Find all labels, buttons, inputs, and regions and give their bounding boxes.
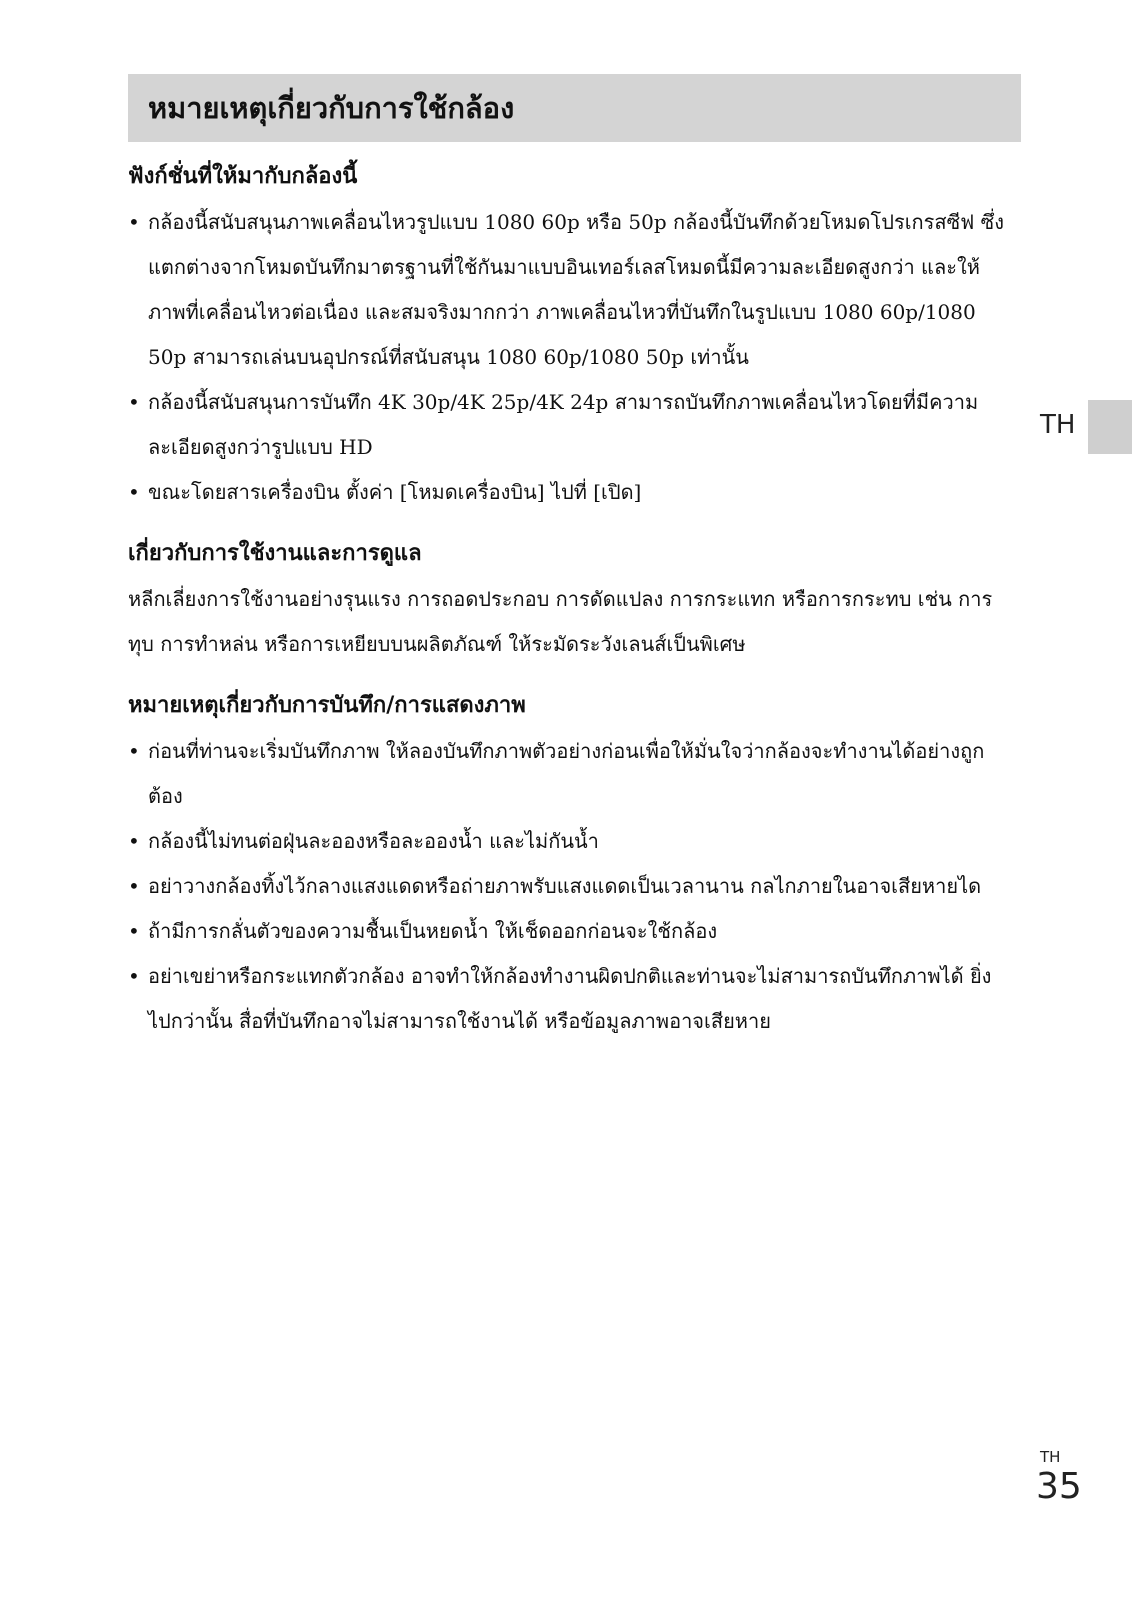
section-heading: เกี่ยวกับการใช้งานและการดูแล xyxy=(128,541,422,566)
page-number: 35 xyxy=(1036,1466,1082,1507)
list-item: • ขณะโดยสารเครื่องบิน ตั้งค่า [โหมดเครื่องบิน] ไปที่ [เปิด] xyxy=(128,470,1008,515)
section-recording-notes xyxy=(128,689,1008,1044)
bullet-icon: • xyxy=(128,829,140,853)
list-item: • ก่อนที่ท่านจะเริ่มบันทึกภาพ ให้ลองบันทึกภาพตัวอย่างก่อนเพื่อให้มั่นใจว่ากล้องจะทำงานได้อย่างถูกต้อง xyxy=(128,729,1008,819)
list-item: • กล้องนี้สนับสนุนภาพเคลื่อนไหวรูปแบบ 1080 60p หรือ 50p กล้องนี้บันทึกด้วยโหมดโปรเกรสซีฟ ซึ่งแตกต่างจากโหมดบันทึกมาตรฐานที่ใช้กันมาแบบอินเทอร์เลสโหมดนี้มีความละเอียดสูงกว่า และให้ภาพที่เคลื่อนไหวต่อเนื่อง และสมจริงมากกว่า ภาพเคลื่อนไหวที่บันทึกในรูปแบบ 1080 60p/1080 50p สามารถเล่นบนอุปกรณ์ที่สนับสนุน 1080 60p/1080 50p เท่านั้น xyxy=(128,200,1008,380)
bullet-icon: • xyxy=(128,739,140,763)
bullet-list xyxy=(128,200,1008,515)
footer-language: TH xyxy=(1040,1448,1061,1466)
section-use-and-care xyxy=(128,537,1008,667)
bullet-icon: • xyxy=(128,874,140,898)
bullet-icon: • xyxy=(128,210,140,234)
bullet-icon: • xyxy=(128,480,140,504)
page-title: หมายเหตุเกี่ยวกับการใช้กล้อง xyxy=(148,91,515,125)
bullet-icon: • xyxy=(128,919,140,943)
list-item: • กล้องนี้ไม่ทนต่อฝุ่นละอองหรือละอองน้ำ และไม่กันน้ำ xyxy=(128,819,1008,864)
section-camera-functions xyxy=(128,160,1008,515)
page-content xyxy=(128,160,1008,1066)
list-item: • ถ้ามีการกลั่นตัวของความชื้นเป็นหยดน้ำ ให้เช็ดออกก่อนจะใช้กล้อง xyxy=(128,909,1008,954)
section-heading: ฟังก์ชั่นที่ให้มากับกล้องนี้ xyxy=(128,164,358,189)
section-heading: หมายเหตุเกี่ยวกับการบันทึก/การแสดงภาพ xyxy=(128,693,526,718)
bullet-icon: • xyxy=(128,390,140,414)
bullet-icon: • xyxy=(128,964,140,988)
list-item: • กล้องนี้สนับสนุนการบันทึก 4K 30p/4K 25p/4K 24p สามารถบันทึกภาพเคลื่อนไหวโดยที่มีความละเอียดสูงกว่ารูปแบบ HD xyxy=(128,380,1008,470)
language-side-tab xyxy=(1088,400,1132,454)
language-side-label: TH xyxy=(1040,410,1076,440)
list-item: • อย่าเขย่าหรือกระแทกตัวกล้อง อาจทำให้กล้องทำงานผิดปกติและท่านจะไม่สามารถบันทึกภาพได้ ยิ่งไปกว่านั้น สื่อที่บันทึกอาจไม่สามารถใช้งานได้ หรือข้อมูลภาพอาจเสียหาย xyxy=(128,954,1008,1044)
paragraph: หลีกเลี่ยงการใช้งานอย่างรุนแรง การถอดประกอบ การดัดแปลง การกระแทก หรือการกระทบ เช่น การทุบ การทำหล่น หรือการเหยียบบนผลิตภัณฑ์ ให้ระมัดระวังเลนส์เป็นพิเศษ xyxy=(128,587,993,656)
list-item: • อย่าวางกล้องทิ้งไว้กลางแสงแดดหรือถ่ายภาพรับแสงแดดเป็นเวลานาน กลไกภายในอาจเสียหายได xyxy=(128,864,1008,909)
bullet-list xyxy=(128,729,1008,1044)
title-bar xyxy=(128,74,1021,142)
